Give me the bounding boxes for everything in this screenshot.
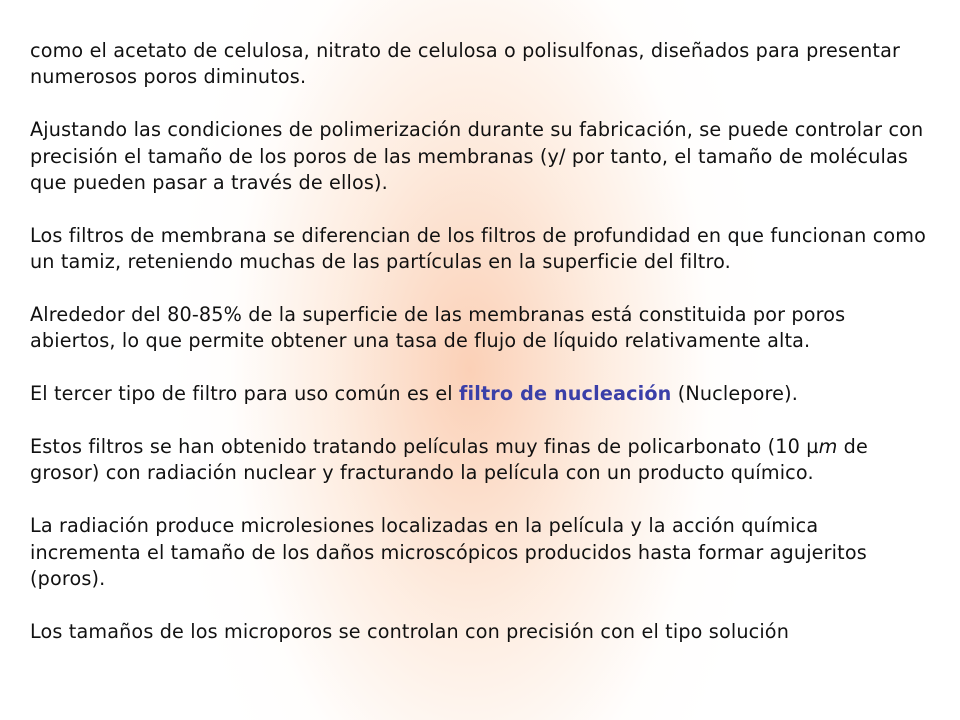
slide-text-body bbox=[30, 38, 935, 645]
paragraph-6 bbox=[30, 434, 935, 487]
paragraph-2: Ajustando las condiciones de polimerización durante su fabricación, se puede controlar con precisión el tamaño de los poros de las membranas (y/ por tanto, el tamaño de moléculas que pueden pasar a través de ellos). bbox=[30, 118, 924, 195]
paragraph-6-intro: Estos filtros se han obtenido tratando películas muy finas de policarbonato (10 µ bbox=[30, 435, 819, 459]
micrometer-unit: m bbox=[818, 435, 838, 459]
paragraph-6-outro: de grosor) con radiación nuclear y fracturando la película con un producto químico. bbox=[30, 435, 868, 485]
paragraph-7: La radiación produce microlesiones localizadas en la película y la acción química incrementa el tamaño de los daños microscópicos producidos hasta formar agujeritos (poros). bbox=[30, 514, 867, 591]
paragraph-5-outro: (Nuclepore). bbox=[671, 382, 798, 406]
paragraph-8: Los tamaños de los microporos se controlan con precisión con el tipo solución bbox=[30, 619, 790, 643]
paragraph-5-intro: El tercer tipo de filtro para uso común es el bbox=[30, 382, 460, 406]
paragraph-5 bbox=[30, 381, 935, 407]
paragraph-1: como el acetato de celulosa, nitrato de celulosa o polisulfonas, diseñados para presentar numerosos poros diminutos. bbox=[30, 39, 901, 89]
paragraph-3: Los filtros de membrana se diferencian de los filtros de profundidad en que funcionan como un tamiz, reteniendo muchas de las partículas en la superficie del filtro. bbox=[30, 223, 927, 274]
paragraph-4: Alrededor del 80-85% de la superficie de las membranas está constituida por poros abiertos, lo que permite obtener una tasa de flujo de líquido relativamente alta. bbox=[30, 303, 846, 353]
nucleation-filter-term: filtro de nucleación bbox=[459, 382, 672, 406]
